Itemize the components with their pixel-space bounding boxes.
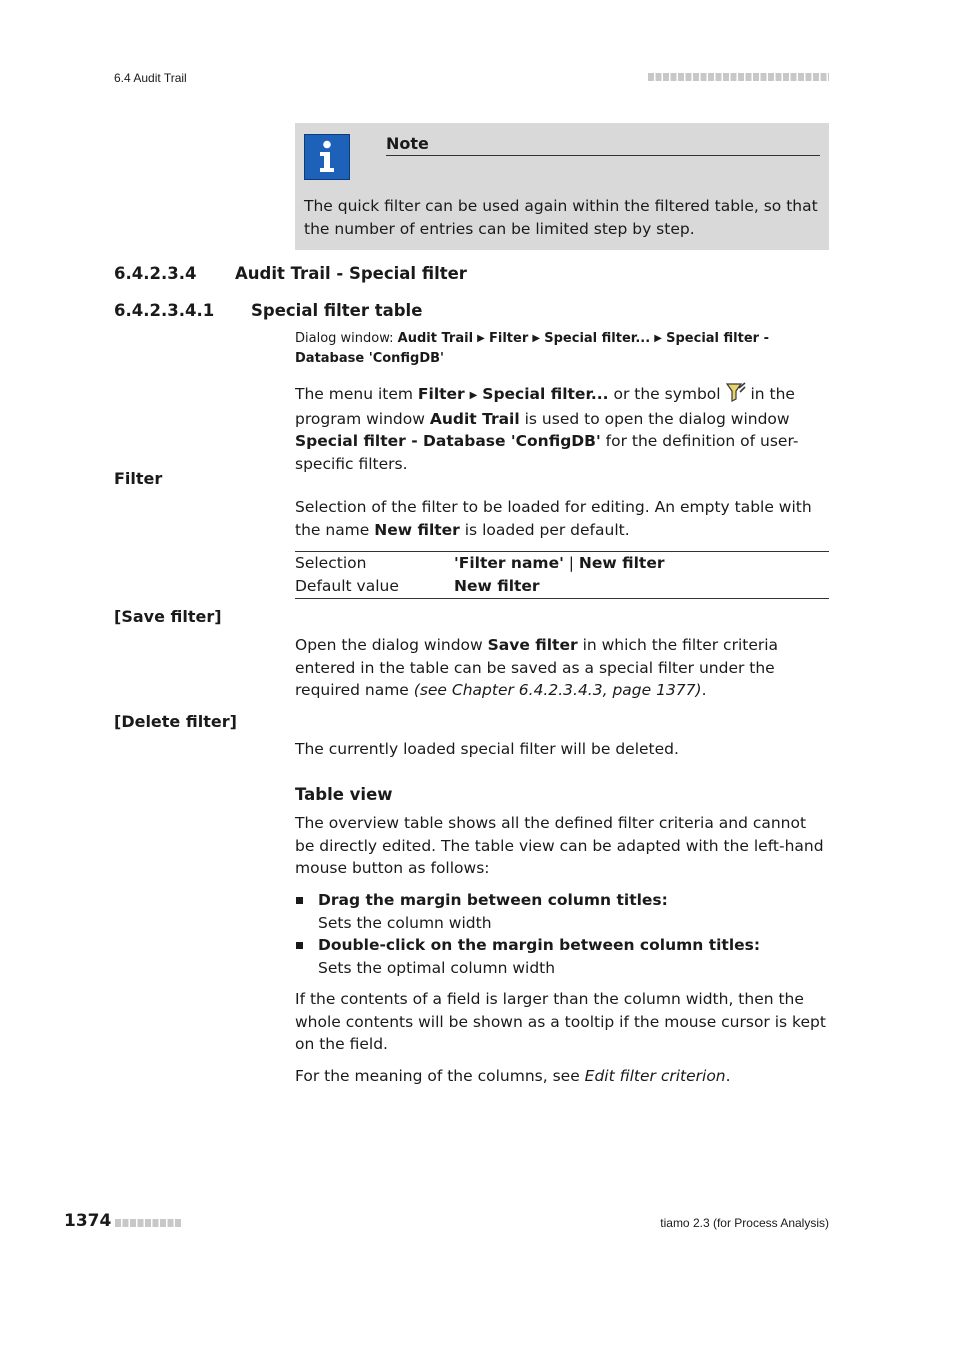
delete-filter-heading: [Delete filter]: [114, 712, 237, 731]
filter-parameter-table: [295, 551, 829, 599]
save-filter-text: Open the dialog window: [295, 636, 488, 654]
bullet-icon: [296, 942, 303, 949]
arrow-icon: ▶: [469, 390, 478, 401]
info-icon: [304, 134, 350, 180]
filter-desc-text: is loaded per default.: [459, 520, 630, 539]
dialog-name: Special filter - Database 'ConfigDB': [295, 432, 601, 450]
bullet-description: Sets the optimal column width: [318, 958, 556, 977]
meaning-text: .: [725, 1067, 731, 1085]
save-filter-bold: Save filter: [487, 636, 578, 654]
edit-filter-criterion-link[interactable]: Edit filter criterion: [584, 1067, 726, 1085]
intro-text: The menu item: [295, 385, 418, 403]
bullet-description: Sets the column width: [318, 913, 492, 932]
save-filter-text: .: [701, 681, 707, 699]
meaning-paragraph: [295, 1065, 829, 1088]
intro-text: is used to open the dialog window: [519, 409, 790, 428]
delete-filter-description: The currently loaded special filter will be deleted.: [295, 740, 679, 758]
table-row: [295, 552, 829, 575]
meaning-text: For the meaning of the columns, see: [295, 1067, 585, 1085]
table-view-heading: Table view: [295, 785, 393, 804]
filter-desc-bold: New filter: [374, 520, 460, 539]
note-title: Note: [386, 134, 820, 156]
save-filter-heading: [Save filter]: [114, 607, 222, 626]
special-filter-icon: [726, 382, 746, 402]
dialog-path-item: Special filter - Database 'ConfigDB': [295, 331, 769, 366]
footer-dots: [115, 1219, 182, 1227]
bullet-title: Drag the margin between column titles:: [318, 891, 668, 909]
product-name: tiamo 2.3 (for Process Analysis): [660, 1216, 829, 1230]
subsection-title: Special filter table: [251, 301, 423, 320]
row-value: [454, 552, 664, 575]
subsection-number: 6.4.2.3.4.1: [114, 301, 215, 320]
bullet-icon: [296, 897, 303, 904]
intro-paragraph: [295, 382, 829, 475]
save-filter-text: in which the filter criteria entered in the table can be saved as a special filter under the required name: [295, 636, 779, 699]
header-dots: [648, 73, 829, 81]
filter-desc-text: Selection of the filter to be loaded for editing. An empty table with the name: [295, 498, 812, 539]
menu-item-filter: Filter: [417, 385, 465, 403]
intro-text: for the definition of user-specific filters.: [295, 432, 799, 473]
tooltip-paragraph: If the contents of a field is larger than the column width, then the whole contents will be shown as a tooltip if the mouse cursor is kept on the field.: [295, 990, 826, 1053]
dialog-path: [295, 329, 829, 369]
running-header: 6.4 Audit Trail: [114, 71, 187, 85]
save-filter-description: [295, 634, 829, 702]
section-heading: [114, 264, 467, 283]
page-number: 1374: [64, 1211, 112, 1231]
row-key: Selection: [295, 554, 367, 572]
note-text: The quick filter can be used again within the filtered table, so that the number of entries can be limited step by step.: [304, 197, 818, 238]
arrow-icon: ▶: [532, 333, 541, 344]
value-separator: |: [563, 554, 579, 572]
filter-description: [295, 496, 829, 541]
table-view-description: The overview table shows all the defined filter criteria and cannot be directly edited. The table view can be adapted with the left-hand mouse button as follows:: [295, 814, 824, 877]
value-option: New filter: [578, 554, 665, 572]
arrow-icon: ▶: [654, 333, 662, 344]
section-number: 6.4.2.3.4: [114, 264, 197, 283]
dialog-path-prefix: Dialog window:: [295, 331, 398, 346]
list-item: [295, 889, 829, 934]
section-title: Audit Trail - Special filter: [235, 264, 467, 283]
bullet-title: Double-click on the margin between column titles:: [318, 936, 761, 954]
intro-text: in the program window: [295, 385, 795, 428]
row-key: Default value: [295, 577, 399, 595]
list-item: [295, 934, 829, 979]
table-row: [295, 575, 829, 598]
dialog-path-item: Filter: [489, 331, 529, 346]
arrow-icon: ▶: [477, 333, 485, 344]
subsection-heading: [114, 301, 422, 320]
intro-text: or the symbol: [608, 385, 726, 403]
chapter-reference-link[interactable]: (see Chapter 6.4.2.3.4.3, page 1377): [413, 681, 702, 699]
dialog-path-item: Audit Trail: [397, 331, 474, 346]
row-value: New filter: [454, 577, 540, 595]
window-name: Audit Trail: [429, 409, 520, 428]
menu-item-special-filter: Special filter...: [482, 385, 609, 403]
value-option: 'Filter name': [454, 554, 564, 572]
filter-heading: Filter: [114, 469, 163, 488]
dialog-path-item: Special filter...: [544, 331, 651, 346]
